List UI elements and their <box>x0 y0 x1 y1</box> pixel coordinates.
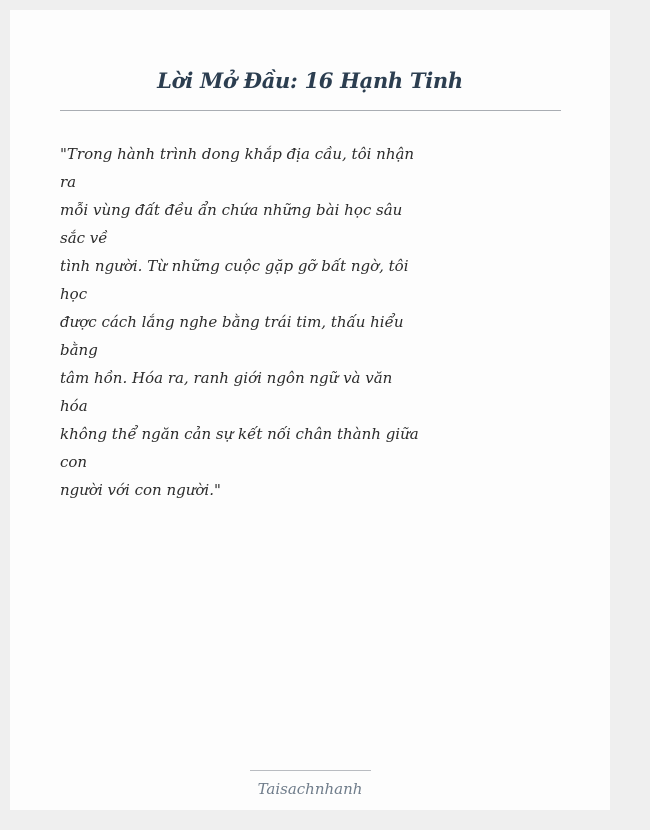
body-line: không thể ngăn cản sự kết nối chân thành giữa <box>60 425 419 443</box>
body-line: người với con người." <box>60 481 221 499</box>
body-paragraph <box>60 140 419 504</box>
title-divider <box>60 110 561 111</box>
body-line: mỗi vùng đất đều ẩn chứa những bài học sâu <box>60 201 403 219</box>
body-line: được cách lắng nghe bằng trái tim, thấu hiểu <box>60 313 404 331</box>
footer-divider <box>250 770 371 771</box>
body-line: tình người. Từ những cuộc gặp gỡ bất ngờ, tôi <box>60 257 409 275</box>
body-line: tâm hồn. Hóa ra, ranh giới ngôn ngữ và văn <box>60 369 393 387</box>
body-line: ra <box>60 173 77 191</box>
footer-brand: Taisachnhanh <box>257 780 363 798</box>
body-line: học <box>60 285 88 303</box>
body-line: hóa <box>60 397 88 415</box>
body-line: "Trong hành trình dong khắp địa cầu, tôi nhận <box>60 145 415 163</box>
document-page <box>10 10 610 810</box>
body-line: con <box>60 453 88 471</box>
body-line: sắc về <box>60 229 108 247</box>
page-title: Lời Mở Đầu: 16 Hạnh Tinh <box>157 68 463 93</box>
body-line: bằng <box>60 341 98 359</box>
